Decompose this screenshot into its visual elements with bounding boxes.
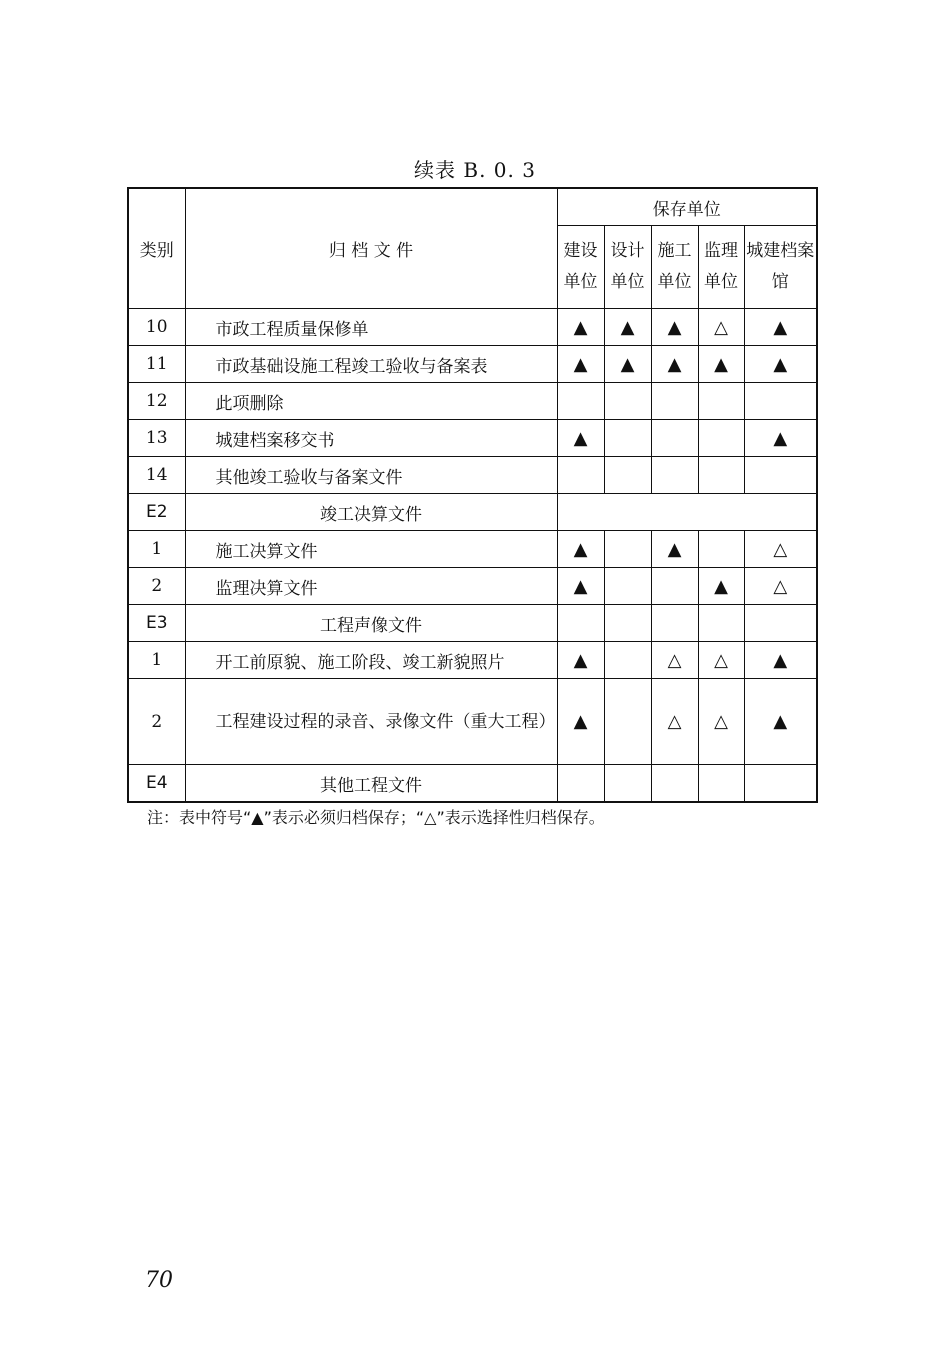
mark-supervision: [698, 531, 744, 568]
mark-design: [604, 765, 651, 803]
table-row: [128, 383, 817, 420]
row-id: 12: [128, 383, 185, 420]
mark-supervision: [698, 765, 744, 803]
mark-construction: [557, 383, 604, 420]
mark-supervision: ▲: [698, 346, 744, 383]
mark-contractor: [651, 605, 698, 642]
mark-supervision: △: [698, 679, 744, 765]
section-empty-cell: [557, 494, 817, 531]
mark-contractor: ▲: [651, 346, 698, 383]
mark-contractor: △: [651, 679, 698, 765]
row-document-name: 施工决算文件: [185, 531, 557, 568]
mark-archive: ▲: [744, 420, 817, 457]
document-header: 归 档 文 件: [185, 188, 557, 309]
row-document-name: 市政基础设施工程竣工验收与备案表: [185, 346, 557, 383]
mark-contractor: ▲: [651, 531, 698, 568]
mark-contractor: △: [651, 642, 698, 679]
row-id: 1: [128, 531, 185, 568]
section-title: 竣工决算文件: [185, 494, 557, 531]
mark-design: [604, 568, 651, 605]
table-row: [128, 568, 817, 605]
row-document-name: 城建档案移交书: [185, 420, 557, 457]
header-row: [128, 188, 817, 226]
row-id: 1: [128, 642, 185, 679]
unit-header-archive: 城建档案馆: [744, 226, 817, 309]
mark-design: [604, 679, 651, 765]
section-id: E3: [128, 605, 185, 642]
mark-design: [604, 383, 651, 420]
mark-design: ▲: [604, 346, 651, 383]
mark-supervision: [698, 383, 744, 420]
mark-supervision: △: [698, 642, 744, 679]
section-row: [128, 494, 817, 531]
mark-supervision: ▲: [698, 568, 744, 605]
page-number: 70: [145, 1268, 173, 1293]
unit-header-construction: 建设单位: [557, 226, 604, 309]
mark-contractor: [651, 420, 698, 457]
mark-design: [604, 420, 651, 457]
section-title: 工程声像文件: [185, 605, 557, 642]
table-row: [128, 457, 817, 494]
mark-supervision: [698, 605, 744, 642]
mark-contractor: [651, 457, 698, 494]
mark-construction: ▲: [557, 309, 604, 346]
row-id: 11: [128, 346, 185, 383]
mark-construction: ▲: [557, 679, 604, 765]
mark-construction: ▲: [557, 420, 604, 457]
row-document-name: 此项删除: [185, 383, 557, 420]
mark-design: [604, 605, 651, 642]
mark-construction: ▲: [557, 642, 604, 679]
row-id: 13: [128, 420, 185, 457]
mark-construction: ▲: [557, 568, 604, 605]
row-id: 2: [128, 568, 185, 605]
mark-design: ▲: [604, 309, 651, 346]
mark-archive: ▲: [744, 679, 817, 765]
mark-supervision: △: [698, 309, 744, 346]
row-document-name: 其他竣工验收与备案文件: [185, 457, 557, 494]
unit-header-design: 设计单位: [604, 226, 651, 309]
row-id: 2: [128, 679, 185, 765]
table-row: [128, 420, 817, 457]
table-row: [128, 309, 817, 346]
mark-archive: [744, 605, 817, 642]
row-id: 14: [128, 457, 185, 494]
mark-supervision: [698, 457, 744, 494]
mark-contractor: [651, 383, 698, 420]
unit-header-supervision: 监理单位: [698, 226, 744, 309]
table-note: 注：表中符号“▲”表示必须归档保存；“△”表示选择性归档保存。: [147, 808, 605, 827]
mark-construction: [557, 605, 604, 642]
mark-contractor: [651, 765, 698, 803]
row-document-name: 开工前原貌、施工阶段、竣工新貌照片: [185, 642, 557, 679]
unit-header-contractor: 施工单位: [651, 226, 698, 309]
table-row: [128, 346, 817, 383]
mark-design: [604, 531, 651, 568]
mark-contractor: ▲: [651, 309, 698, 346]
mark-archive: ▲: [744, 642, 817, 679]
category-header: 类别: [128, 188, 185, 309]
section-id: E2: [128, 494, 185, 531]
archive-table: [127, 187, 818, 803]
section-title: 其他工程文件: [185, 765, 557, 803]
mark-supervision: [698, 420, 744, 457]
mark-archive: [744, 765, 817, 803]
table-row: [128, 679, 817, 765]
mark-archive: [744, 457, 817, 494]
mark-contractor: [651, 568, 698, 605]
mark-archive: △: [744, 568, 817, 605]
mark-design: [604, 642, 651, 679]
table-row: [128, 642, 817, 679]
row-document-name: 市政工程质量保修单: [185, 309, 557, 346]
section-row: [128, 765, 817, 803]
mark-archive: [744, 383, 817, 420]
mark-design: [604, 457, 651, 494]
row-document-name: 工程建设过程的录音、录像文件（重大工程）: [185, 679, 557, 765]
mark-construction: ▲: [557, 346, 604, 383]
section-id: E4: [128, 765, 185, 803]
mark-construction: ▲: [557, 531, 604, 568]
mark-archive: ▲: [744, 346, 817, 383]
row-id: 10: [128, 309, 185, 346]
section-row: [128, 605, 817, 642]
storage-unit-header: 保存单位: [557, 188, 817, 226]
mark-archive: ▲: [744, 309, 817, 346]
row-document-name: 监理决算文件: [185, 568, 557, 605]
mark-archive: △: [744, 531, 817, 568]
table-row: [128, 531, 817, 568]
mark-construction: [557, 765, 604, 803]
table-caption: 续表 B. 0. 3: [414, 158, 536, 182]
mark-construction: [557, 457, 604, 494]
